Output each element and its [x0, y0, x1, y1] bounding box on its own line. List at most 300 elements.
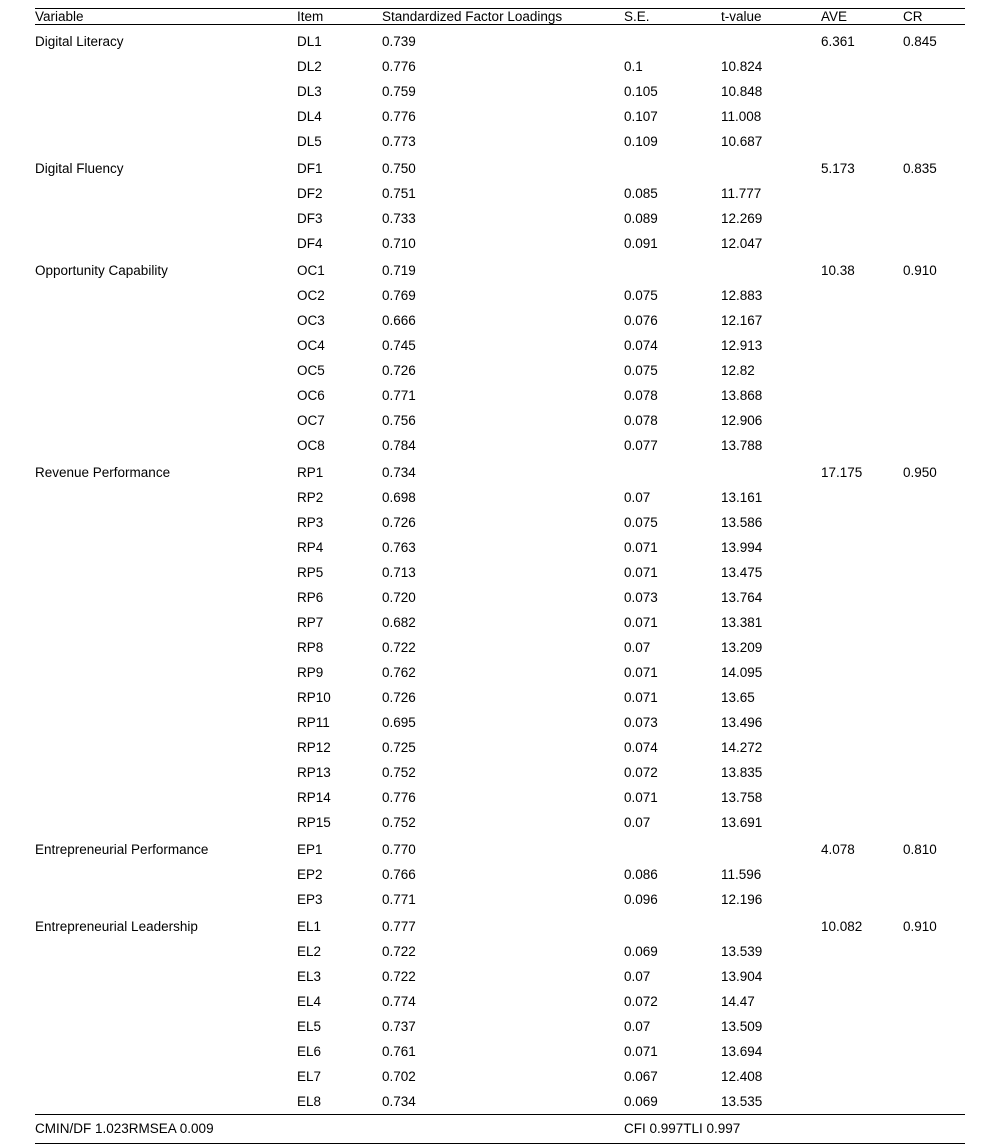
cell-ave: [821, 585, 903, 610]
table-row: [35, 1039, 965, 1064]
cell-loading: 0.771: [382, 383, 624, 408]
table-row: [35, 585, 965, 610]
cell-se: [624, 25, 721, 55]
table-row: [35, 433, 965, 458]
cell-loading: 0.751: [382, 181, 624, 206]
cell-cr: [903, 610, 965, 635]
table-row: [35, 835, 965, 862]
cell-ave: [821, 1064, 903, 1089]
cell-variable: [35, 181, 297, 206]
table-header: [35, 9, 965, 25]
cell-ave: [821, 887, 903, 912]
cell-item: RP2: [297, 485, 382, 510]
table-row: [35, 206, 965, 231]
cell-ave: [821, 283, 903, 308]
cell-loading: 0.759: [382, 79, 624, 104]
cell-variable: [35, 785, 297, 810]
cell-loading: 0.734: [382, 458, 624, 485]
cell-variable: Opportunity Capability: [35, 256, 297, 283]
cell-ave: [821, 760, 903, 785]
cell-item: EP1: [297, 835, 382, 862]
cell-cr: 0.835: [903, 154, 965, 181]
cell-item: RP13: [297, 760, 382, 785]
cell-tvalue: 10.687: [721, 129, 821, 154]
cell-se: 0.067: [624, 1064, 721, 1089]
cell-item: EP2: [297, 862, 382, 887]
cell-ave: [821, 383, 903, 408]
cell-tvalue: 13.381: [721, 610, 821, 635]
cell-item: EP3: [297, 887, 382, 912]
cell-cr: [903, 206, 965, 231]
cell-tvalue: 13.994: [721, 535, 821, 560]
table-row: [35, 333, 965, 358]
cell-ave: [821, 989, 903, 1014]
cell-loading: 0.739: [382, 25, 624, 55]
cell-cr: [903, 887, 965, 912]
cell-cr: [903, 181, 965, 206]
cell-item: DF1: [297, 154, 382, 181]
cell-variable: Digital Literacy: [35, 25, 297, 55]
cell-item: EL1: [297, 912, 382, 939]
cell-tvalue: [721, 154, 821, 181]
cell-cr: [903, 939, 965, 964]
table-row: [35, 912, 965, 939]
cell-ave: [821, 433, 903, 458]
fit-indices-center: CFI 0.997TLI 0.997: [624, 1115, 965, 1144]
cell-loading: 0.722: [382, 635, 624, 660]
table-row: [35, 710, 965, 735]
cell-item: EL4: [297, 989, 382, 1014]
cell-loading: 0.776: [382, 785, 624, 810]
cell-cr: [903, 989, 965, 1014]
cell-loading: 0.719: [382, 256, 624, 283]
cell-ave: [821, 104, 903, 129]
cell-item: DL1: [297, 25, 382, 55]
cell-loading: 0.774: [382, 989, 624, 1014]
cell-item: OC4: [297, 333, 382, 358]
cell-cr: [903, 660, 965, 685]
cell-cr: [903, 1014, 965, 1039]
cell-loading: 0.750: [382, 154, 624, 181]
cell-tvalue: 11.777: [721, 181, 821, 206]
cell-cr: [903, 785, 965, 810]
cell-ave: [821, 1089, 903, 1115]
cell-ave: [821, 231, 903, 256]
cell-item: RP4: [297, 535, 382, 560]
cell-se: 0.075: [624, 510, 721, 535]
cell-cr: [903, 560, 965, 585]
cell-ave: [821, 964, 903, 989]
table-row: [35, 939, 965, 964]
cell-ave: [821, 735, 903, 760]
cell-ave: [821, 206, 903, 231]
table-sheet: [0, 8, 1000, 1090]
cell-tvalue: [721, 912, 821, 939]
cell-variable: [35, 989, 297, 1014]
cell-cr: [903, 79, 965, 104]
cell-se: 0.071: [624, 1039, 721, 1064]
cell-se: [624, 256, 721, 283]
cell-item: DF4: [297, 231, 382, 256]
cell-tvalue: 14.47: [721, 989, 821, 1014]
cell-loading: 0.726: [382, 685, 624, 710]
cell-ave: [821, 358, 903, 383]
cell-ave: [821, 862, 903, 887]
cell-tvalue: 13.65: [721, 685, 821, 710]
cell-cr: [903, 485, 965, 510]
cell-loading: 0.766: [382, 862, 624, 887]
cell-ave: 5.173: [821, 154, 903, 181]
cell-item: OC7: [297, 408, 382, 433]
cell-se: 0.091: [624, 231, 721, 256]
cell-se: 0.071: [624, 660, 721, 685]
cell-ave: [821, 54, 903, 79]
cell-cr: [903, 129, 965, 154]
cell-ave: [821, 660, 903, 685]
cell-variable: [35, 206, 297, 231]
cell-ave: [821, 635, 903, 660]
cell-variable: [35, 760, 297, 785]
cell-cr: [903, 383, 965, 408]
table-row: [35, 408, 965, 433]
cell-loading: 0.776: [382, 104, 624, 129]
cell-tvalue: 12.269: [721, 206, 821, 231]
cell-se: 0.072: [624, 989, 721, 1014]
cell-tvalue: 13.691: [721, 810, 821, 835]
cell-tvalue: 10.848: [721, 79, 821, 104]
cell-ave: [821, 610, 903, 635]
cell-tvalue: 13.475: [721, 560, 821, 585]
cell-se: 0.107: [624, 104, 721, 129]
cell-item: DF2: [297, 181, 382, 206]
cell-ave: 17.175: [821, 458, 903, 485]
cell-ave: [821, 408, 903, 433]
cell-variable: [35, 79, 297, 104]
cell-ave: 6.361: [821, 25, 903, 55]
column-header-tvalue: t-value: [721, 9, 821, 25]
cell-ave: 10.082: [821, 912, 903, 939]
cell-tvalue: 13.764: [721, 585, 821, 610]
table-row: [35, 54, 965, 79]
factor-loadings-table: [35, 8, 965, 1144]
cell-loading: 0.763: [382, 535, 624, 560]
cell-loading: 0.733: [382, 206, 624, 231]
cell-loading: 0.784: [382, 433, 624, 458]
cell-ave: [821, 685, 903, 710]
cell-se: 0.07: [624, 810, 721, 835]
table-row: [35, 1089, 965, 1115]
cell-loading: 0.682: [382, 610, 624, 635]
cell-ave: [821, 485, 903, 510]
cell-ave: [821, 308, 903, 333]
cell-se: 0.071: [624, 785, 721, 810]
cell-ave: [821, 1014, 903, 1039]
cell-cr: [903, 308, 965, 333]
cell-tvalue: 13.904: [721, 964, 821, 989]
column-header-variable: Variable: [35, 9, 297, 25]
cell-variable: [35, 710, 297, 735]
cell-item: OC3: [297, 308, 382, 333]
cell-tvalue: 12.883: [721, 283, 821, 308]
cell-variable: [35, 810, 297, 835]
cell-loading: 0.770: [382, 835, 624, 862]
cell-variable: [35, 939, 297, 964]
cell-variable: [35, 610, 297, 635]
cell-item: EL2: [297, 939, 382, 964]
cell-loading: 0.725: [382, 735, 624, 760]
cell-se: 0.071: [624, 610, 721, 635]
cell-cr: 0.950: [903, 458, 965, 485]
cell-loading: 0.734: [382, 1089, 624, 1115]
table-footer: [35, 1115, 965, 1144]
cell-item: OC5: [297, 358, 382, 383]
cell-cr: [903, 510, 965, 535]
cell-tvalue: 13.535: [721, 1089, 821, 1115]
cell-variable: [35, 433, 297, 458]
table-row: [35, 231, 965, 256]
column-header-item: Item: [297, 9, 382, 25]
cell-loading: 0.722: [382, 964, 624, 989]
table-row: [35, 785, 965, 810]
cell-item: RP7: [297, 610, 382, 635]
cell-loading: 0.720: [382, 585, 624, 610]
cell-variable: [35, 408, 297, 433]
table-body: [35, 25, 965, 1115]
cell-tvalue: [721, 25, 821, 55]
cell-item: OC1: [297, 256, 382, 283]
cell-se: 0.075: [624, 283, 721, 308]
table-header-row: [35, 9, 965, 25]
cell-item: OC6: [297, 383, 382, 408]
cell-variable: [35, 1014, 297, 1039]
cell-variable: [35, 383, 297, 408]
cell-tvalue: 11.596: [721, 862, 821, 887]
table-row: [35, 660, 965, 685]
cell-se: 0.073: [624, 710, 721, 735]
cell-variable: [35, 585, 297, 610]
cell-ave: [821, 560, 903, 585]
cell-variable: [35, 1039, 297, 1064]
cell-item: DF3: [297, 206, 382, 231]
cell-cr: [903, 964, 965, 989]
cell-cr: [903, 862, 965, 887]
cell-ave: [821, 333, 903, 358]
cell-ave: [821, 510, 903, 535]
cell-loading: 0.777: [382, 912, 624, 939]
fit-indices-row: [35, 1115, 965, 1144]
cell-loading: 0.710: [382, 231, 624, 256]
cell-variable: [35, 510, 297, 535]
cell-tvalue: 13.868: [721, 383, 821, 408]
cell-tvalue: 13.509: [721, 1014, 821, 1039]
cell-item: EL5: [297, 1014, 382, 1039]
cell-tvalue: 12.408: [721, 1064, 821, 1089]
cell-se: 0.078: [624, 383, 721, 408]
cell-se: 0.109: [624, 129, 721, 154]
cell-item: RP6: [297, 585, 382, 610]
cell-loading: 0.726: [382, 510, 624, 535]
cell-se: [624, 458, 721, 485]
cell-cr: [903, 685, 965, 710]
cell-item: RP1: [297, 458, 382, 485]
cell-loading: 0.752: [382, 760, 624, 785]
table-row: [35, 685, 965, 710]
cell-tvalue: 12.906: [721, 408, 821, 433]
cell-item: RP9: [297, 660, 382, 685]
cell-ave: [821, 129, 903, 154]
cell-loading: 0.698: [382, 485, 624, 510]
cell-variable: [35, 283, 297, 308]
column-header-loadings: Standardized Factor Loadings: [382, 9, 624, 25]
cell-se: [624, 912, 721, 939]
cell-loading: 0.722: [382, 939, 624, 964]
cell-variable: [35, 333, 297, 358]
cell-variable: [35, 129, 297, 154]
cell-ave: [821, 535, 903, 560]
cell-variable: Entrepreneurial Performance: [35, 835, 297, 862]
cell-tvalue: [721, 835, 821, 862]
table-row: [35, 560, 965, 585]
table-row: [35, 610, 965, 635]
cell-se: 0.086: [624, 862, 721, 887]
cell-loading: 0.756: [382, 408, 624, 433]
cell-cr: 0.910: [903, 256, 965, 283]
table-row: [35, 256, 965, 283]
cell-se: 0.069: [624, 1089, 721, 1115]
cell-loading: 0.737: [382, 1014, 624, 1039]
cell-loading: 0.762: [382, 660, 624, 685]
cell-ave: [821, 79, 903, 104]
cell-variable: [35, 862, 297, 887]
cell-se: 0.077: [624, 433, 721, 458]
table-row: [35, 25, 965, 55]
cell-loading: 0.776: [382, 54, 624, 79]
cell-variable: Digital Fluency: [35, 154, 297, 181]
cell-loading: 0.745: [382, 333, 624, 358]
cell-item: RP3: [297, 510, 382, 535]
cell-cr: [903, 408, 965, 433]
cell-variable: [35, 685, 297, 710]
cell-variable: [35, 635, 297, 660]
cell-tvalue: 13.694: [721, 1039, 821, 1064]
cell-variable: [35, 308, 297, 333]
cell-tvalue: 13.758: [721, 785, 821, 810]
cell-tvalue: 13.539: [721, 939, 821, 964]
cell-se: 0.085: [624, 181, 721, 206]
table-row: [35, 79, 965, 104]
cell-tvalue: 13.788: [721, 433, 821, 458]
cell-se: 0.105: [624, 79, 721, 104]
cell-cr: [903, 735, 965, 760]
table-row: [35, 862, 965, 887]
table-row: [35, 358, 965, 383]
cell-variable: [35, 104, 297, 129]
cell-variable: [35, 358, 297, 383]
cell-se: 0.07: [624, 1014, 721, 1039]
cell-item: OC2: [297, 283, 382, 308]
cell-ave: [821, 181, 903, 206]
cell-tvalue: 10.824: [721, 54, 821, 79]
cell-item: EL8: [297, 1089, 382, 1115]
cell-variable: [35, 560, 297, 585]
table-row: [35, 1064, 965, 1089]
cell-loading: 0.773: [382, 129, 624, 154]
table-row: [35, 154, 965, 181]
cell-se: 0.07: [624, 485, 721, 510]
table-row: [35, 635, 965, 660]
cell-se: 0.07: [624, 964, 721, 989]
cell-variable: Entrepreneurial Leadership: [35, 912, 297, 939]
cell-variable: [35, 1089, 297, 1115]
table-row: [35, 989, 965, 1014]
column-header-cr: CR: [903, 9, 965, 25]
cell-tvalue: 13.161: [721, 485, 821, 510]
cell-ave: 4.078: [821, 835, 903, 862]
cell-tvalue: [721, 256, 821, 283]
cell-se: 0.075: [624, 358, 721, 383]
table-row: [35, 735, 965, 760]
table-row: [35, 104, 965, 129]
cell-variable: Revenue Performance: [35, 458, 297, 485]
cell-variable: [35, 54, 297, 79]
cell-ave: [821, 810, 903, 835]
cell-item: RP11: [297, 710, 382, 735]
cell-cr: 0.810: [903, 835, 965, 862]
cell-item: DL5: [297, 129, 382, 154]
cell-cr: 0.845: [903, 25, 965, 55]
cell-tvalue: 12.82: [721, 358, 821, 383]
cell-se: 0.071: [624, 685, 721, 710]
cell-item: DL3: [297, 79, 382, 104]
cell-cr: [903, 1039, 965, 1064]
cell-se: 0.07: [624, 635, 721, 660]
table-row: [35, 510, 965, 535]
cell-item: EL7: [297, 1064, 382, 1089]
table-row: [35, 535, 965, 560]
cell-item: DL2: [297, 54, 382, 79]
cell-loading: 0.695: [382, 710, 624, 735]
cell-ave: [821, 1039, 903, 1064]
cell-ave: [821, 710, 903, 735]
cell-cr: 0.910: [903, 912, 965, 939]
cell-tvalue: 13.586: [721, 510, 821, 535]
cell-se: 0.071: [624, 560, 721, 585]
table-row: [35, 1014, 965, 1039]
table-row: [35, 383, 965, 408]
cell-se: 0.078: [624, 408, 721, 433]
table-row: [35, 964, 965, 989]
column-header-ave: AVE: [821, 9, 903, 25]
cell-variable: [35, 485, 297, 510]
table-row: [35, 308, 965, 333]
cell-tvalue: 12.047: [721, 231, 821, 256]
cell-item: RP8: [297, 635, 382, 660]
cell-cr: [903, 231, 965, 256]
cell-cr: [903, 1064, 965, 1089]
cell-se: 0.069: [624, 939, 721, 964]
table-row: [35, 887, 965, 912]
cell-ave: [821, 785, 903, 810]
fit-indices-left: CMIN/DF 1.023RMSEA 0.009: [35, 1115, 624, 1144]
cell-cr: [903, 535, 965, 560]
cell-variable: [35, 231, 297, 256]
cell-cr: [903, 358, 965, 383]
cell-se: 0.1: [624, 54, 721, 79]
cell-se: 0.076: [624, 308, 721, 333]
cell-cr: [903, 810, 965, 835]
cell-tvalue: 14.095: [721, 660, 821, 685]
table-row: [35, 810, 965, 835]
